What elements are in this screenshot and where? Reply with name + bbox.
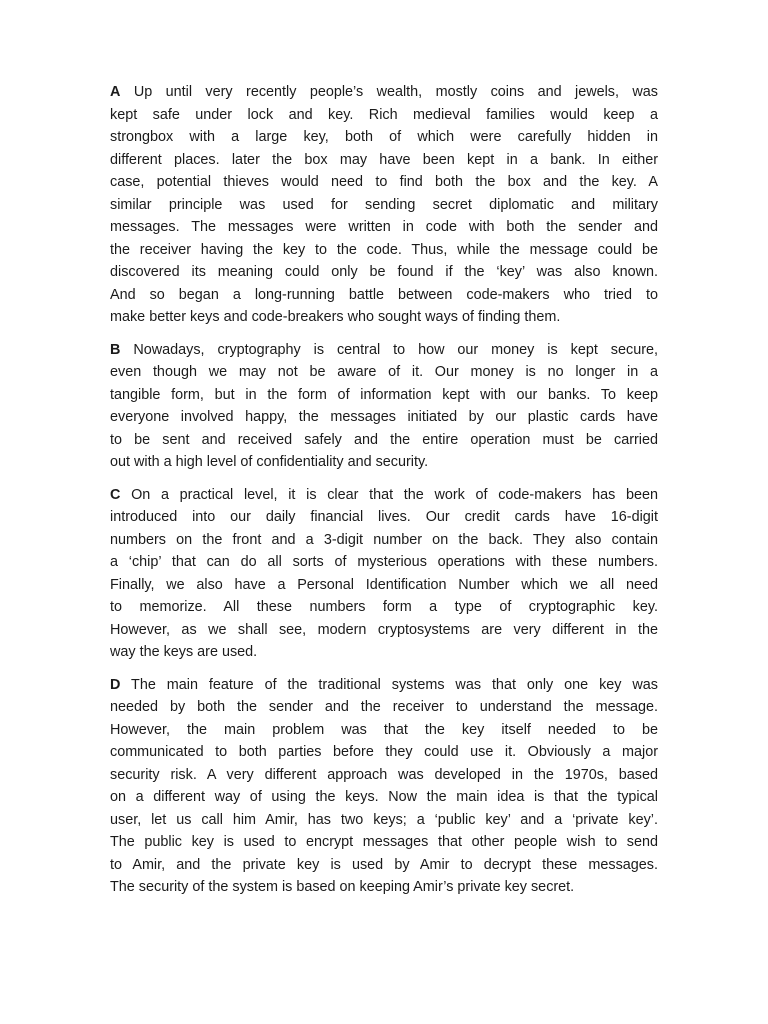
paragraph-line: Finally, we also have a Personal Identification Number which we all need bbox=[110, 576, 658, 593]
paragraph-line: strongbox with a large key, both of which were carefully hidden in bbox=[110, 129, 658, 145]
paragraph-line: The public key is used to encrypt messages that other people wish to send bbox=[110, 834, 658, 850]
paragraph-line: C On a practical level, it is clear that the work of code-makers has been bbox=[110, 486, 658, 503]
paragraph-label: B bbox=[110, 341, 121, 358]
paragraph-line: to Amir, and the private key is used by Amir to decrypt these messages. bbox=[110, 856, 658, 873]
paragraph-line: B Nowadays, cryptography is central to how our money is kept secure, bbox=[110, 341, 658, 358]
paragraph-label: A bbox=[110, 84, 121, 100]
paragraph-line: to be sent and received safely and the entire operation must be carried bbox=[110, 431, 658, 448]
paragraph bbox=[110, 81, 658, 329]
paragraph-line: user, let us call him Amir, has two keys; a ‘public key’ and a ‘private key’. bbox=[110, 811, 658, 828]
paragraph bbox=[110, 484, 658, 664]
paragraph-line: on a different way of using the keys. Now the main idea is that the typical bbox=[110, 789, 658, 805]
paragraph-line: everyone involved happy, the messages initiated by our plastic cards have bbox=[110, 409, 658, 425]
paragraph-line: D The main feature of the traditional systems was that only one key was bbox=[110, 676, 658, 693]
paragraph-line: different places. later the box may have been kept in a bank. In either bbox=[110, 151, 658, 168]
paragraph-line: However, as we shall see, modern cryptosystems are very different in the bbox=[110, 621, 658, 638]
paragraph-line: kept safe under lock and key. Rich medieval families would keep a bbox=[110, 106, 658, 123]
paragraph-line: the receiver having the key to the code. Thus, while the message could be bbox=[110, 241, 658, 258]
paragraph-line: case, potential thieves would need to find both the box and the key. A bbox=[110, 174, 658, 190]
paragraph-line: numbers on the front and a 3-digit number on the back. They also contain bbox=[110, 531, 658, 548]
paragraph-label: C bbox=[110, 486, 121, 503]
paragraph-line: a ‘chip’ that can do all sorts of mysterious operations with these numbers. bbox=[110, 554, 658, 570]
paragraph-line: The security of the system is based on keeping Amir’s private key secret. bbox=[110, 879, 575, 895]
paragraph-line: way the keys are used. bbox=[110, 644, 258, 660]
paragraph-line: security risk. A very different approach was developed in the 1970s, based bbox=[110, 766, 658, 783]
paragraph-line: discovered its meaning could only be found if the ‘key’ was also known. bbox=[110, 264, 658, 280]
paragraph-line: However, the main problem was that the key itself needed to be bbox=[110, 721, 658, 738]
document-body bbox=[110, 81, 658, 909]
paragraph-line: A Up until very recently people’s wealth, mostly coins and jewels, was bbox=[110, 84, 658, 100]
paragraph-line: needed by both the sender and the receiver to understand the message. bbox=[110, 699, 658, 715]
paragraph-line: similar principle was used for sending secret diplomatic and military bbox=[110, 196, 658, 213]
paragraph-line: communicated to both parties before they could use it. Obviously a major bbox=[110, 744, 658, 760]
paragraph-line: even though we may not be aware of it. Our money is no longer in a bbox=[110, 364, 658, 380]
paragraph-line: And so began a long-running battle between code-makers who tried to bbox=[110, 286, 658, 303]
paragraph bbox=[110, 674, 658, 899]
paragraph-line: introduced into our daily financial lives. Our credit cards have 16-digit bbox=[110, 509, 658, 525]
paragraph-label: D bbox=[110, 676, 121, 693]
paragraph bbox=[110, 339, 658, 474]
paragraph-line: messages. The messages were written in code with both the sender and bbox=[110, 219, 658, 235]
paragraph-line: make better keys and code-breakers who sought ways of finding them. bbox=[110, 309, 561, 325]
paragraph-line: tangible form, but in the form of information kept with our banks. To keep bbox=[110, 386, 658, 403]
paragraph-line: to memorize. All these numbers form a type of cryptographic key. bbox=[110, 599, 658, 615]
paragraph-line: out with a high level of confidentiality and security. bbox=[110, 454, 429, 470]
